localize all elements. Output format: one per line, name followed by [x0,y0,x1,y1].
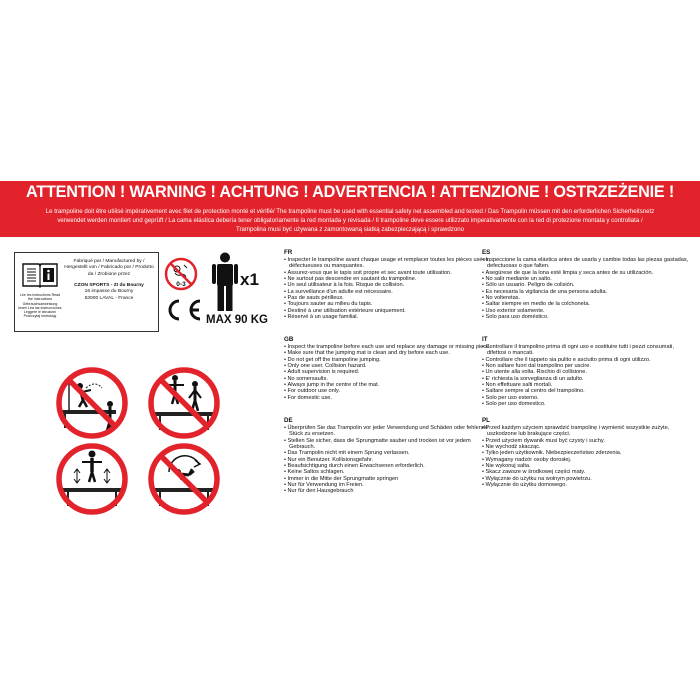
list-item: • No somersaults. [284,376,494,382]
list-item: • Réservé à un usage familial. [284,314,494,320]
max-users-count: x1 [240,270,259,289]
list-item: • Immer in die Mitte der Sprungmatte springen [284,476,494,482]
instructions-fr [284,249,494,320]
list-item: • Nur ein Benutzer. Kollisionsgefahr. [284,457,494,463]
instruction-list-fr [284,257,494,320]
list-item: • Do not get off the trampoline jumping. [284,357,494,363]
read-manual-icon [21,260,59,288]
age-range-label: 0-3 [176,281,186,288]
max-weight-label: MAX 90 KG [206,314,268,326]
section-code-gb: GB [284,336,294,343]
list-item: • Non saltare fuori dal trampolino per uscire. [482,363,692,369]
instructions-pl [482,417,692,488]
list-item: • Un utente alla volta. Rischio di collisione. [482,369,692,375]
section-code-de: DE [284,417,293,424]
instructions-es [482,249,692,320]
list-item: • Always jump in the centre of the mat. [284,382,494,388]
section-code-it: IT [482,336,488,343]
manufacturer-street: 16 impasse du Bourny [84,289,134,295]
list-item: • E' richiesta la sorveglianza di un adulto. [482,376,692,382]
instruction-list-pl [482,425,692,488]
list-item: • Nie wychodź skacząc. [482,444,692,450]
instruction-list-gb [284,344,494,401]
instructions-de [284,417,494,495]
list-item: • Inspeccione la cama elástica antes de usarla y cambie todas las piezas gastadas, defectuosas o que falten. [482,257,692,270]
list-item: • Solo per uso esterno. [482,395,692,401]
list-item: • Das Trampolin nicht mit einem Sprung verlassen. [284,450,494,456]
list-item: • Überprüfen Sie das Trampolin vor jeder Verwendung und Schäden oder fehlende Stück zu ersetzen. [284,425,494,438]
safety-net-notice-line-3: Trampolina musi być używana z zamontowaną siatką zabezpieczającą i sprawdzono [235,226,465,233]
safety-net-notice-line-2: verwendet werden montiert und geprüft / La cama elástica debería tener obligatoriamente la red montada y revisada / Il trampoline deve essere utilizzato imperativamente con la red di protezione montata y controllata / [57,217,643,224]
jump-center-icon [55,442,129,516]
list-item: • Uso exterior solamente. [482,308,692,314]
list-item: • Wyłącznie do użytku domowego. [482,482,692,488]
ce-mark-icon [160,298,204,322]
manufacturer-box [14,252,159,332]
list-item: • Keine Saltos schlagen. [284,469,494,475]
list-item: • No salir mediante un salto. [482,276,692,282]
list-item: • For outdoor use only. [284,388,494,394]
list-item: • Saltare sempre al centro del trampolino. [482,388,692,394]
section-code-fr: FR [284,249,293,256]
instructions-it [482,336,692,407]
list-item: • Inspect the trampoline before each use and replace any damage or missing piece. [284,344,494,350]
list-item: • Un seul utilisateur à la fois. Risque de collision. [284,282,494,288]
warning-title: ATTENTION ! WARNING ! ACHTUNG ! ADVERTENCIA ! ATTENZIONE ! OSTRZEŻENIE ! [25,183,675,201]
list-item: • Ne surtout pas descendre en sautant du trampoline. [284,276,494,282]
list-item: • Saltar siempre en medio de la colchoneta. [482,301,692,307]
list-item: • Make sure that the jumping mat is clean and dry before each use. [284,350,494,356]
list-item: • Adult supervision is required. [284,369,494,375]
list-item: • Przed użyciem dywanik musi być czysty i suchy. [482,438,692,444]
list-item: • Solo per uso domestico. [482,401,692,407]
list-item: • Pas de sauts périlleux. [284,295,494,301]
max-one-user-icon [147,366,221,440]
manufacturer-company: CZON SPORTS - ZI du Bourny [74,283,144,288]
manufactured-by-label: Fabriqué par / Manufactured by / Hergestellt von / Fabricado por / Prodotto da / Zrobione przez [64,259,154,277]
section-code-pl: PL [482,417,490,424]
list-item: • Skacz zawsze w środkowej części maty. [482,469,692,475]
list-item: • Assurez-vous que le tapis soit propre et sec avant toute utilisation. [284,270,494,276]
list-item: • Nie wykonuj salta. [482,463,692,469]
list-item: • Stellen Sie sicher, dass die Sprungmatte sauber und trocken ist vor jedem Gebrauch. [284,438,494,451]
no-jumping-off-icon [55,366,129,440]
list-item: • Beaufsichtigung durch einen Erwachsenen erforderlich. [284,463,494,469]
list-item: • Przed każdym użyciem sprawdzić trampolinę i wymienić wszystkie zużyte, uszkodzone lub brakujące części. [482,425,692,438]
list-item: • La surveillance d'un adulte est nécessaire. [284,289,494,295]
list-item: • Sólo un usuario. Peligro de colisión. [482,282,692,288]
list-item: • Nur für den Hausgebrauch [284,488,494,494]
instruction-list-es [482,257,692,320]
list-item: • Es necesaria la vigilancia de una persona adulta. [482,289,692,295]
list-item: • Only one user. Collision hazard. [284,363,494,369]
list-item: • Destiné à une utilisation extérieure uniquement. [284,308,494,314]
instruction-list-de [284,425,494,495]
list-item: • Tylko jeden użytkownik. Niebezpieczeństwo zderzenia. [482,450,692,456]
list-item: • Wyłącznie do użytku na wolnym powietrzu. [482,476,692,482]
list-item: • Solo para uso doméstico. [482,314,692,320]
warning-banner [0,181,700,237]
list-item: • Non effettuare salti mortali. [482,382,692,388]
list-item: • Controllare il trampolino prima di ogni uso e sostituire tutti i pezzi consumati, difettosi o mancati. [482,344,692,357]
manufacturer-address [63,283,155,302]
list-item: • Wymagany nadzór osoby dorosłej. [482,457,692,463]
list-item: • Nur für Verwendung im Freien. [284,482,494,488]
list-item: • For domestic use. [284,395,494,401]
no-somersault-icon [147,442,221,516]
single-person-icon [212,252,238,312]
instruction-list-it [482,344,692,407]
list-item: • No volteretas. [482,295,692,301]
safety-net-notice-line-1: Le trampoline doit être utilisé impérativement avec filet de protection monté et vérifié/ The trampoline must be used with essential safety net assembled and tested / Das Trampolin müssen mit den erforderlichen Sicherheitsnetz [45,208,655,215]
list-item: • Asegúrese de que la lona esté limpia y seca antes de su utilización. [482,270,692,276]
not-for-under-3-icon [164,257,198,291]
instructions-gb [284,336,494,401]
section-code-es: ES [482,249,491,256]
read-instructions-caption: Lire les instructions Read the instructions Gebrauchsanweisung lesen Lea las instrucciones Leggere le istruzioni Przeczytaj instrukcję [18,293,62,319]
manufacturer-city: 53000 LAVAL - France [84,295,134,301]
list-item: • Controllare che il tappeto sia pulito e asciutto prima di ogni utilizzo. [482,357,692,363]
list-item: • Inspecter le trampoline avant chaque usage et remplacer toutes les pièces usées, défectueuses ou manquantes. [284,257,494,270]
list-item: • Toujours sauter au milieu du tapis. [284,301,494,307]
